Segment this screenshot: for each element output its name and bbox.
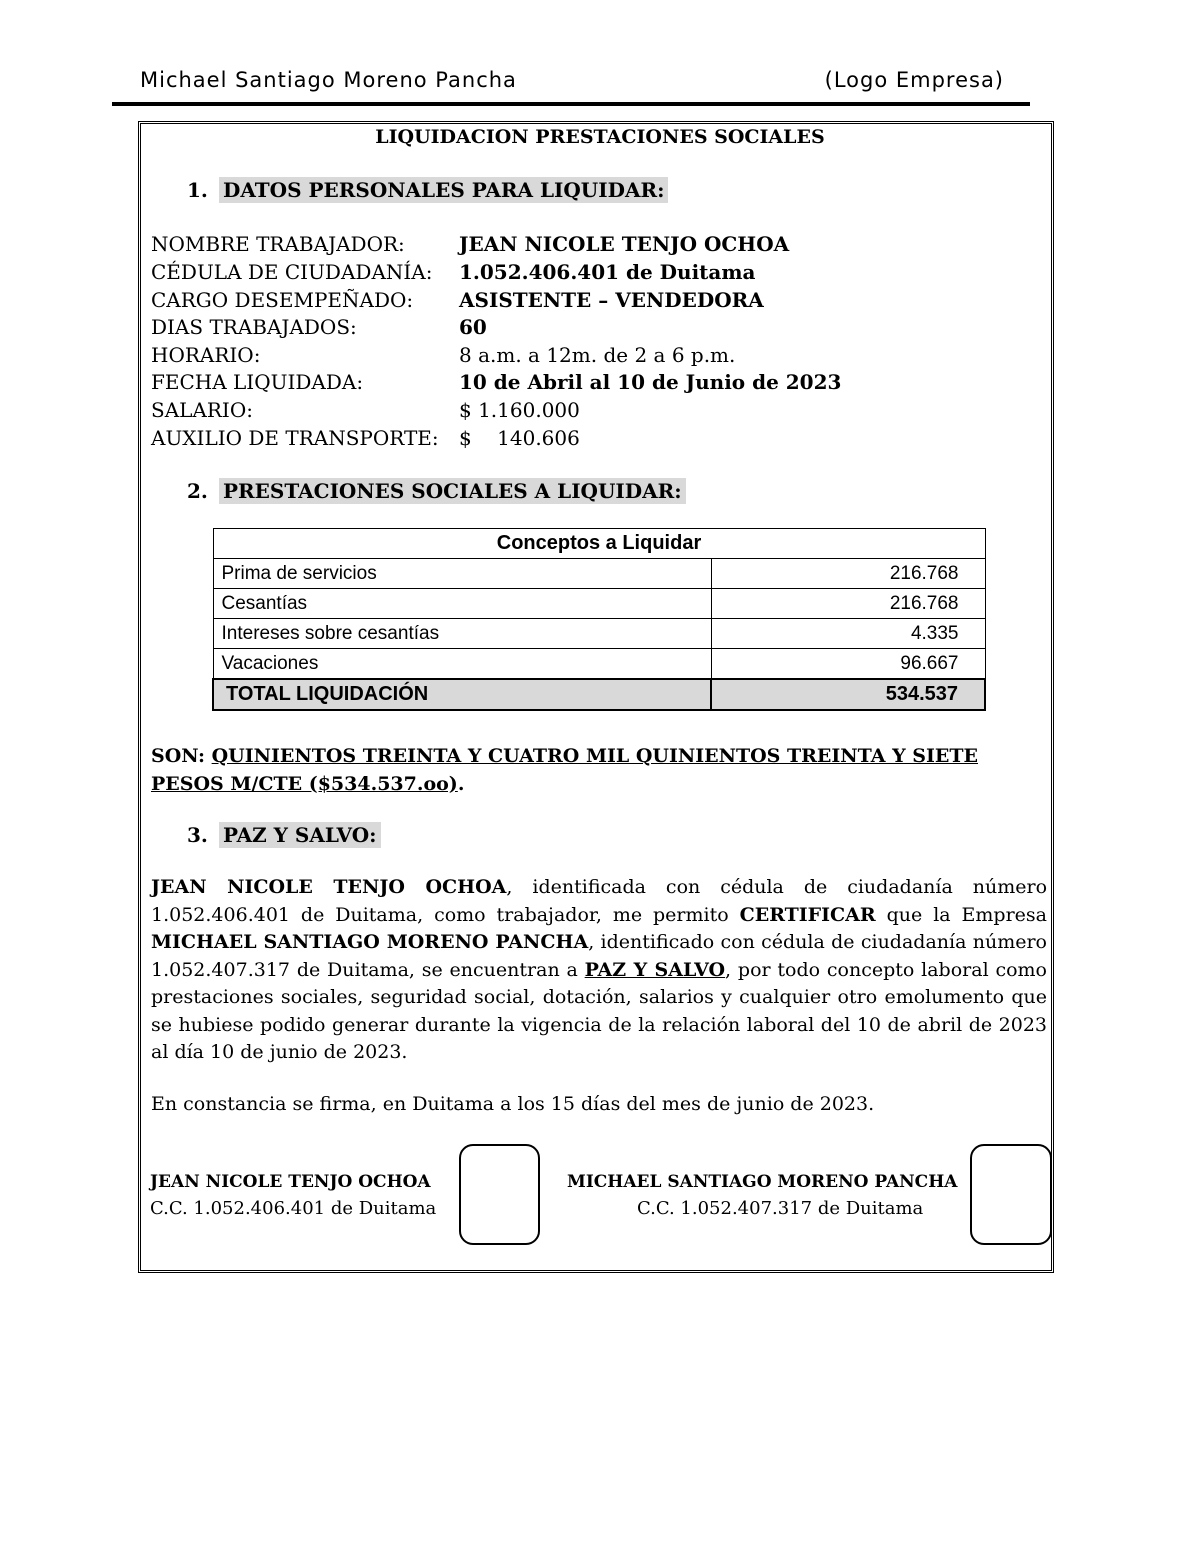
data-value: 10 de Abril al 10 de Junio de 2023	[459, 370, 842, 394]
data-label: CÉDULA DE CIUDADANÍA:	[151, 260, 433, 284]
company-name: MICHAEL SANTIAGO MORENO PANCHA	[151, 931, 589, 953]
table-header-row	[213, 529, 985, 559]
data-label: HORARIO:	[151, 343, 261, 367]
amount-cell: 216.768	[711, 589, 985, 619]
document-title: LIQUIDACION PRESTACIONES SOCIALES	[375, 126, 825, 148]
total-row	[213, 679, 985, 710]
paragraph-text: , identificada con cédula de ciudadanía número 1.052.406.401 de Duitama, como trabajador, me permito	[151, 876, 1048, 926]
paz-y-salvo-text: PAZ Y SALVO	[584, 958, 726, 981]
data-value: JEAN NICOLE TENJO OCHOA	[459, 232, 790, 256]
amount-cell: 4.335	[711, 619, 985, 649]
page-header	[112, 64, 1030, 104]
header-rule	[112, 102, 1030, 106]
table-row	[213, 559, 985, 589]
header-logo-placeholder: (Logo Empresa)	[824, 68, 1004, 92]
section-1-number: 1.	[187, 178, 208, 202]
signature-box-right	[970, 1144, 1052, 1245]
concept-cell: Prima de servicios	[213, 559, 711, 589]
signature-left-id: C.C. 1.052.406.401 de Duitama	[150, 1198, 437, 1219]
data-label: CARGO DESEMPEÑADO:	[151, 288, 414, 312]
liquidation-table	[212, 528, 986, 711]
amount-cell: 96.667	[711, 649, 985, 680]
data-label: AUXILIO DE TRANSPORTE:	[151, 426, 439, 450]
son-label: SON:	[151, 745, 205, 767]
section-1-title: DATOS PERSONALES PARA LIQUIDAR:	[219, 177, 668, 203]
paragraph-text: , identificado con cédula de ciudadanía número 1.052.407.317 de Duitama, se encuentran a	[151, 931, 1047, 981]
data-label: NOMBRE TRABAJADOR:	[151, 232, 405, 256]
paragraph-text: que la Empresa	[875, 903, 1047, 926]
signature-right-id: C.C. 1.052.407.317 de Duitama	[637, 1198, 924, 1219]
concept-cell: Cesantías	[213, 589, 711, 619]
closing-statement: En constancia se firma, en Duitama a los 15 días del mes de junio de 2023.	[151, 1093, 875, 1115]
section-3-title: PAZ Y SALVO:	[219, 822, 381, 848]
data-value: $ 1.160.000	[459, 398, 580, 422]
table-header: Conceptos a Liquidar	[213, 529, 985, 559]
son-end: .	[457, 773, 465, 795]
concept-cell: Vacaciones	[213, 649, 711, 680]
section-3-number: 3.	[187, 823, 208, 847]
amount-in-words	[151, 742, 1047, 798]
section-2-title: PRESTACIONES SOCIALES A LIQUIDAR:	[219, 478, 686, 504]
section-2-heading	[187, 479, 686, 503]
data-value: $ 140.606	[459, 426, 580, 450]
data-label: FECHA LIQUIDADA:	[151, 370, 364, 394]
data-label: DIAS TRABAJADOS:	[151, 315, 357, 339]
data-value: ASISTENTE – VENDEDORA	[459, 288, 764, 312]
data-value: 60	[459, 315, 487, 339]
total-amount: 534.537	[711, 679, 985, 710]
signature-left-name: JEAN NICOLE TENJO OCHOA	[150, 1172, 431, 1192]
signature-right-name: MICHAEL SANTIAGO MORENO PANCHA	[567, 1172, 958, 1192]
worker-name: JEAN NICOLE TENJO OCHOA	[151, 876, 507, 898]
amount-cell: 216.768	[711, 559, 985, 589]
table-row	[213, 649, 985, 680]
total-label: TOTAL LIQUIDACIÓN	[213, 679, 711, 710]
section-2-number: 2.	[187, 479, 208, 503]
header-author: Michael Santiago Moreno Pancha	[140, 68, 517, 92]
certification-paragraph	[151, 874, 1047, 1067]
data-label: SALARIO:	[151, 398, 253, 422]
paragraph-text: , por todo concepto laboral como prestaciones sociales, seguridad social, dotación, salarios y cualquier otro emolumento que se hubiese podido generar durante la vigencia de la relación laboral del 10 de abril de 2023 al día 10 de junio de 2023.	[151, 958, 1047, 1063]
concept-cell: Intereses sobre cesantías	[213, 619, 711, 649]
son-text: QUINIENTOS TREINTA Y CUATRO MIL QUINIENTOS TREINTA Y SIETE PESOS M/CTE ($534.537.oo)	[151, 745, 978, 795]
data-value: 8 a.m. a 12m. de 2 a 6 p.m.	[459, 343, 736, 367]
section-1-heading	[187, 178, 668, 202]
table-row	[213, 619, 985, 649]
table-row	[213, 589, 985, 619]
data-value: 1.052.406.401 de Duitama	[459, 260, 756, 284]
signature-box-left	[459, 1144, 540, 1245]
certify-word: CERTIFICAR	[739, 903, 876, 926]
section-3-heading	[187, 823, 381, 847]
